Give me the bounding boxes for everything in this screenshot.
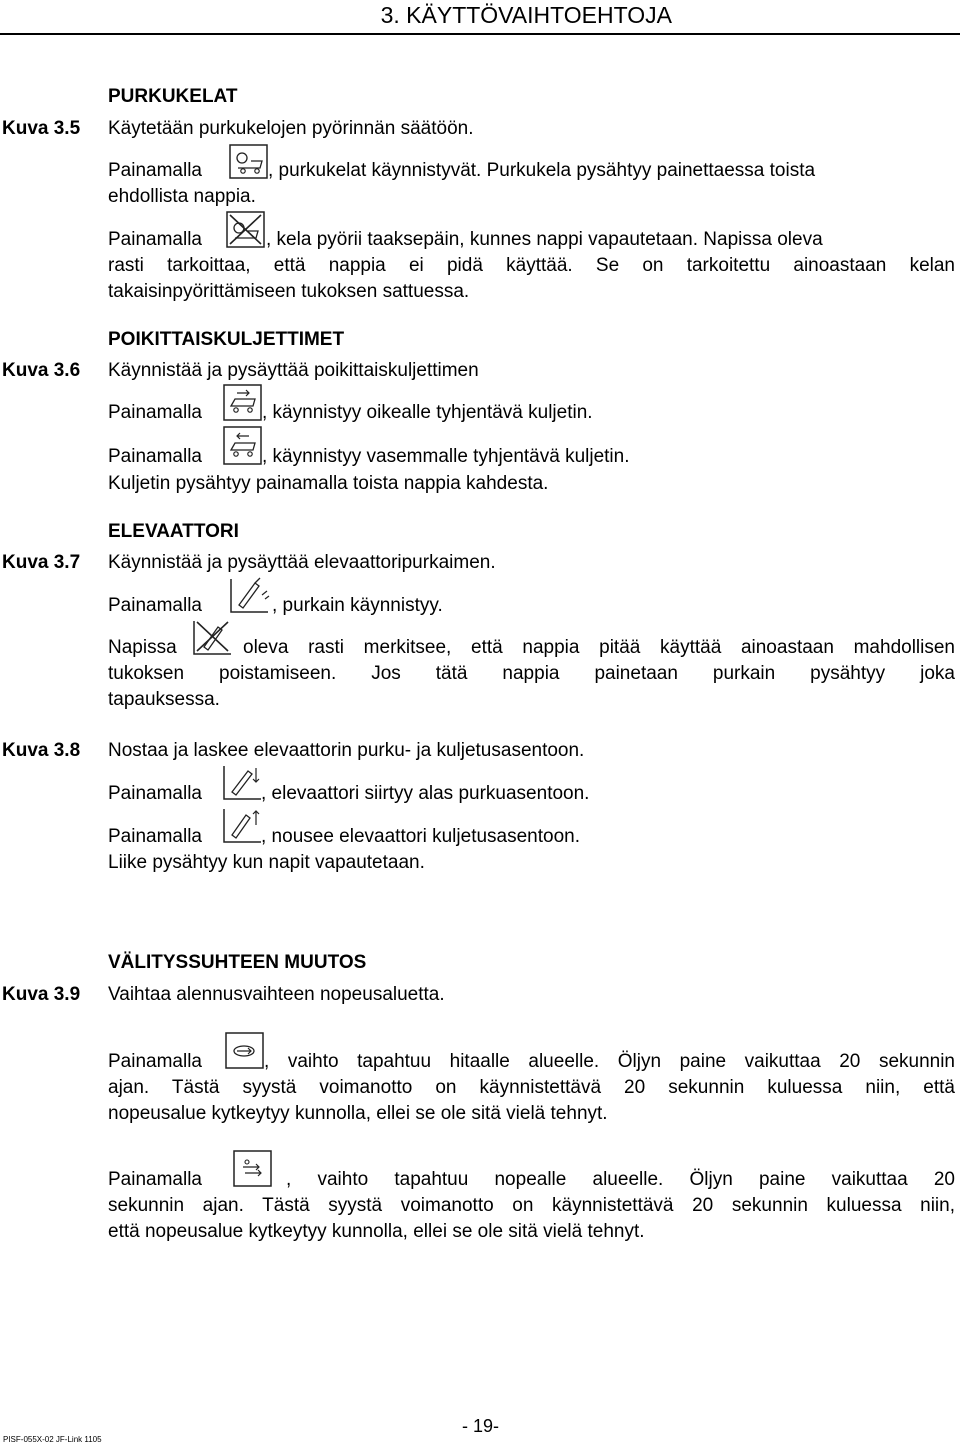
figure-ref-3-7: Kuva 3.7	[2, 552, 81, 573]
figure-ref-3-5: Kuva 3.5	[2, 118, 81, 139]
page-header-title: 3. KÄYTTÖVAIHTOEHTOJA	[380, 2, 672, 28]
s5-p1-line3: nopeusalue kytkeytyy kunnolla, ellei se ole sitä vielä tehnyt.	[108, 1103, 608, 1124]
s4-intro: Nostaa ja laskee elevaattorin purku- ja kuljetusasentoon.	[108, 740, 585, 761]
s2-p1-text: , käynnistyy oikealle tyhjentävä kuljetin.	[262, 402, 593, 423]
s5-p1-line1: , vaihto tapahtuu hitaalle alueelle. Öljyn paine vaikuttaa 20 sekunnin	[264, 1051, 955, 1072]
s1-p2-line1: , kela pyörii taaksepäin, kunnes nappi vapautetaan. Napissa oleva	[266, 229, 823, 250]
elevator-start-icon	[229, 575, 271, 615]
s4-p1-lead: Painamalla	[108, 783, 202, 804]
gear-fast-icon	[233, 1150, 273, 1188]
elevator-up-icon	[222, 805, 264, 845]
figure-ref-3-8: Kuva 3.8	[2, 740, 81, 761]
s5-intro: Vaihtaa alennusvaihteen nopeusaluetta.	[108, 984, 445, 1005]
conveyor-left-icon	[223, 426, 263, 466]
gear-slow-icon	[225, 1032, 265, 1070]
elevator-down-icon	[222, 762, 264, 802]
document-code: PISF-055X-02 JF-Link 1105	[3, 1435, 102, 1444]
s1-p1-lead: Painamalla	[108, 160, 202, 181]
s1-p2-line2: rasti tarkoittaa, että nappia ei pidä käyttää. Se on tarkoitettu ainoastaan kelan	[108, 255, 955, 276]
heading-elevaattori: ELEVAATTORI	[108, 521, 239, 542]
s2-p2-lead: Painamalla	[108, 446, 202, 467]
s5-p1-lead: Painamalla	[108, 1051, 202, 1072]
s1-p1-line1: , purkukelat käynnistyvät. Purkukela pysähtyy painettaessa toista	[268, 160, 816, 181]
s1-p2-lead: Painamalla	[108, 229, 202, 250]
header-rule	[0, 33, 960, 35]
s4-p2-lead: Painamalla	[108, 826, 202, 847]
s5-p2-line3: että nopeusalue kytkeytyy kunnolla, ellei se ole sitä vielä tehnyt.	[108, 1221, 645, 1242]
s5-p2-lead: Painamalla	[108, 1169, 202, 1190]
figure-ref-3-6: Kuva 3.6	[2, 360, 81, 381]
s3-p2-line3: tapauksessa.	[108, 689, 220, 710]
heading-valityssuhteen-muutos: VÄLITYSSUHTEEN MUUTOS	[108, 952, 367, 973]
s2-intro: Käynnistää ja pysäyttää poikittaiskuljettimen	[108, 360, 479, 381]
s2-p1-lead: Painamalla	[108, 402, 202, 423]
s1-intro: Käytetään purkukelojen pyörinnän säätöön.	[108, 118, 474, 139]
reel-start-icon	[229, 144, 269, 180]
s5-p2-line2: sekunnin ajan. Tästä syystä voimanotto on käynnistettävä 20 sekunnin kuluessa niin,	[108, 1195, 955, 1216]
s5-p1-line2: ajan. Tästä syystä voimanotto on käynnistettävä 20 sekunnin kuluessa niin, että	[108, 1077, 955, 1098]
s3-p1-lead: Painamalla	[108, 595, 202, 616]
s2-p3: Kuljetin pysähtyy painamalla toista nappia kahdesta.	[108, 473, 549, 494]
s4-p2-text: , nousee elevaattori kuljetusasentoon.	[261, 826, 580, 847]
s2-p2-text: , käynnistyy vasemmalle tyhjentävä kuljetin.	[262, 446, 630, 467]
s3-p2-line2: tukoksen poistamiseen. Jos tätä nappia painetaan purkain pysähtyy joka	[108, 663, 955, 684]
elevator-crossed-icon	[192, 617, 234, 657]
heading-poikittaiskuljettimet: POIKITTAISKULJETTIMET	[108, 329, 345, 350]
s3-p2-line1: oleva rasti merkitsee, että nappia pitää käyttää ainoastaan mahdollisen	[243, 637, 955, 658]
s4-p1-text: , elevaattori siirtyy alas purkuasentoon.	[261, 783, 590, 804]
figure-ref-3-9: Kuva 3.9	[2, 984, 81, 1005]
s3-intro: Käynnistää ja pysäyttää elevaattoripurkaimen.	[108, 552, 496, 573]
s4-p3: Liike pysähtyy kun napit vapautetaan.	[108, 852, 425, 873]
s5-p2-line1: , vaihto tapahtuu nopealle alueelle. Öljyn paine vaikuttaa 20	[286, 1169, 955, 1190]
page-number: - 19-	[462, 1416, 500, 1436]
s3-p1-text: , purkain käynnistyy.	[272, 595, 443, 616]
conveyor-right-icon	[223, 384, 263, 422]
s1-p2-line3: takaisinpyörittämiseen tukoksen sattuessa.	[108, 281, 470, 302]
reel-reverse-crossed-icon	[226, 211, 266, 249]
s1-p1-line2: ehdollista nappia.	[108, 186, 256, 207]
heading-purkukelat: PURKUKELAT	[108, 86, 238, 107]
s3-p2-lead: Napissa	[108, 637, 177, 658]
